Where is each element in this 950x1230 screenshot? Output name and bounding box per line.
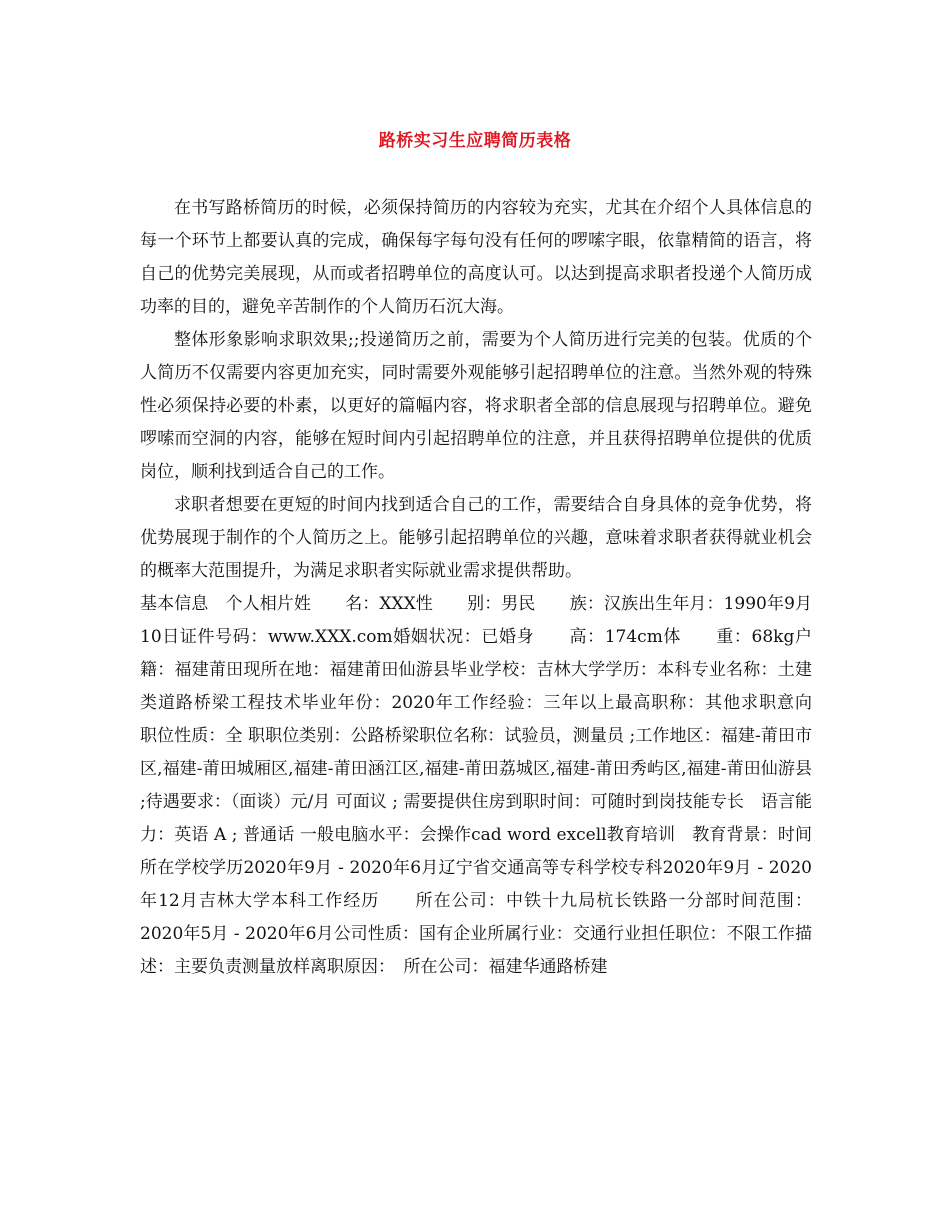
- paragraph-intro: 在书写路桥简历的时候，必须保持简历的内容较为充实，尤其在介绍个人具体信息的每一个环节上都要认真的完成，确保每字每句没有任何的啰嗦字眼，依靠精简的语言，将自己的优势完美展现，从而或者招聘单位的高度认可。以达到提高求职者投递个人简历成功率的目的，避免辛苦制作的个人简历石沉大海。: [140, 198, 812, 317]
- paragraph-advantage: 求职者想要在更短的时间内找到适合自己的工作，需要结合自身具体的竞争优势，将优势展现于制作的个人简历之上。能够引起招聘单位的兴趣，意味着求职者获得就业机会的概率大范围提升，为满足求职者实际就业需求提供帮助。: [140, 495, 812, 581]
- resume-info-block: 基本信息 个人相片姓 名：XXX性 别：男民 族：汉族出生年月：1990年9月10日证件号码：www.XXX.com婚姻状况：已婚身 高：174cm体 重：68kg户 籍：福建莆田现所在地：福建莆田仙游县毕业学校：吉林大学学历：本科专业名称：土建类道路桥梁工程技术毕业年份：2020年工作经验：三年以上最高职称：其他求职意向 职位性质：全 职职位类别：公路桥梁职位名称：试验员，测量员 ;工作地区：福建-莆田市区,福建-莆田城厢区,福建-莆田涵江区,福建-莆田荔城区,福建-莆田秀屿区,福建-莆田仙游县 ;待遇要求：（面谈）元/月 可面议 ; 需要提供住房到职时间：可随时到岗技能专长 语言能力：英语 A ; 普通话 一般电脑水平：会操作cad word excell教育培训 教育背景：时间所在学校学历2020年9月 - 2020年6月辽宁省交通高等专科学校专科2020年9月 - 2020年12月吉林大学本科工作经历 所在公司：中铁十九局杭长铁路一分部时间范围：2020年5月 - 2020年6月公司性质：国有企业所属行业：交通行业担任职位：不限工作描述：主要负责测量放样离职原因： 所在公司：福建华通路桥建: [140, 594, 846, 977]
- document-title: 路桥实习生应聘简历表格: [378, 131, 572, 151]
- paragraph-image: 整体形象影响求职效果;;投递简历之前，需要为个人简历进行完美的包装。优质的个人简历不仅需要内容更加充实，同时需要外观能够引起招聘单位的注意。当然外观的特殊性必须保持必要的朴素，以更好的篇幅内容，将求职者全部的信息展现与招聘单位。避免啰嗦而空洞的内容，能够在短时间内引起招聘单位的注意，并且获得招聘单位提供的优质岗位，顺利找到适合自己的工作。: [140, 330, 812, 482]
- document-body: [140, 192, 846, 984]
